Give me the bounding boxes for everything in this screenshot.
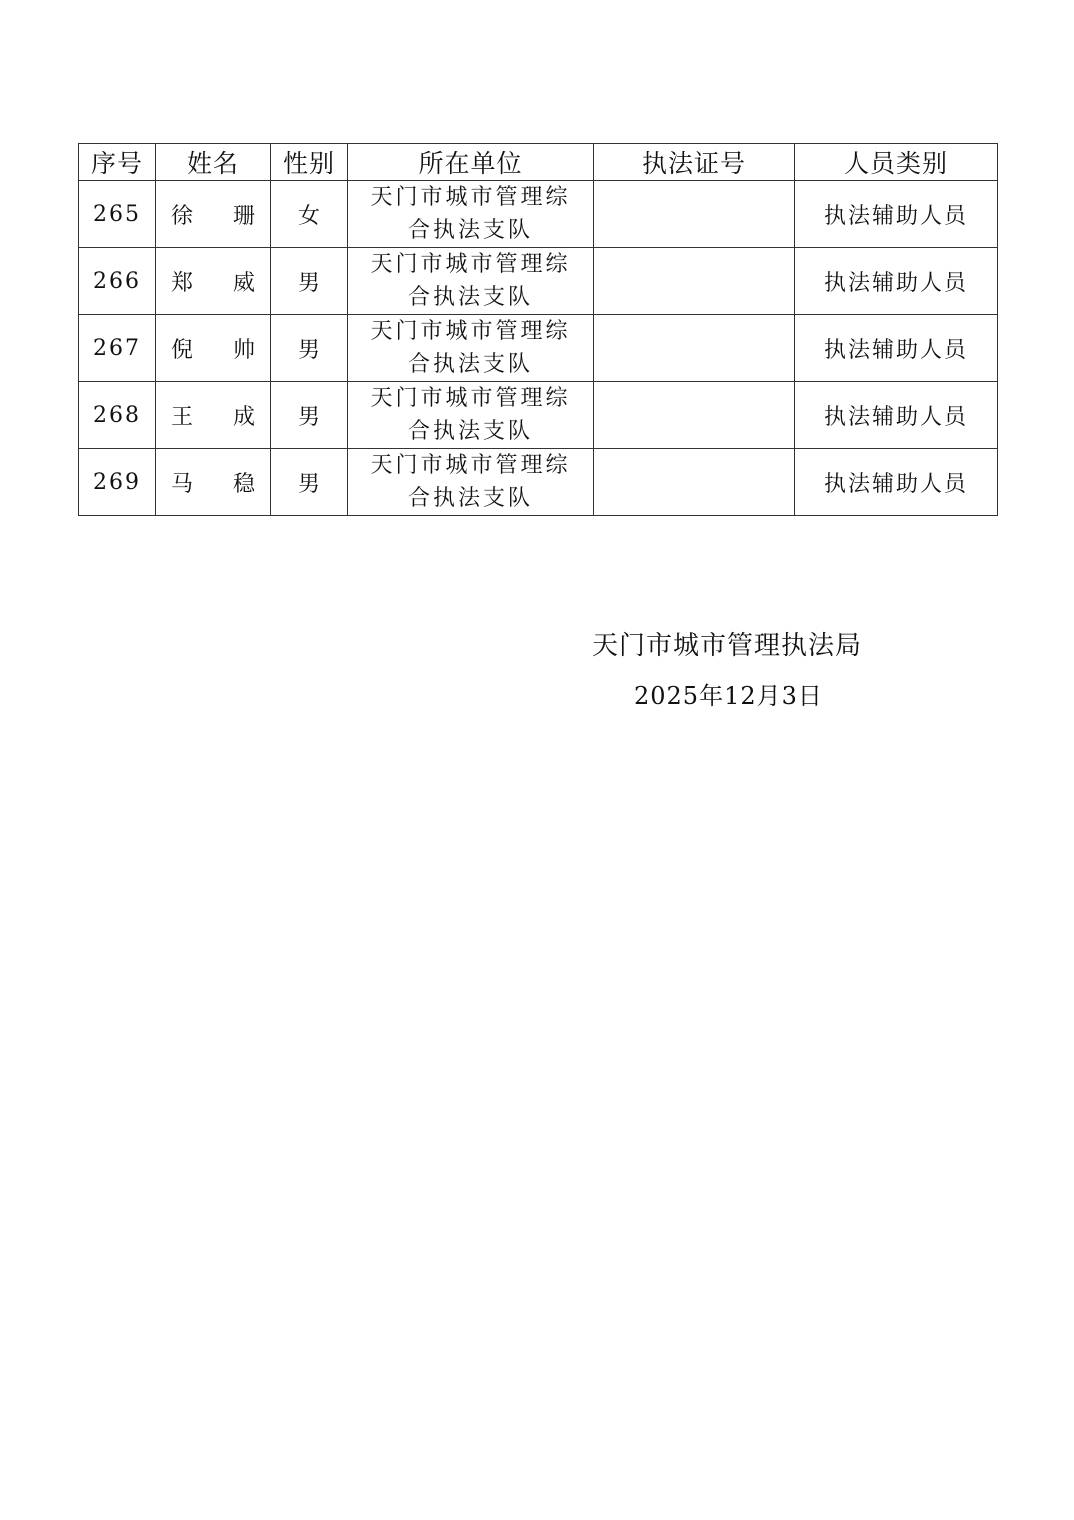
cell-gender: 男 [271, 315, 348, 382]
cell-category: 执法辅助人员 [795, 315, 998, 382]
table-row [79, 382, 998, 449]
cell-serial: 265 [79, 181, 156, 248]
cell-unit [348, 449, 594, 516]
cell-unit [348, 382, 594, 449]
header-name: 姓名 [156, 144, 271, 181]
cell-cert-number [594, 248, 795, 315]
cell-gender: 男 [271, 382, 348, 449]
cell-cert-number [594, 181, 795, 248]
unit-line-1: 天门市城市管理综 [370, 453, 571, 478]
name-first-char: 徐 [170, 203, 193, 229]
name-first-char: 郑 [170, 270, 193, 296]
name-first-char: 王 [170, 404, 193, 430]
cell-category: 执法辅助人员 [795, 449, 998, 516]
name-last-char: 稳 [233, 471, 256, 497]
cell-cert-number [594, 449, 795, 516]
unit-line-2: 合执法支队 [407, 218, 533, 243]
header-serial: 序号 [79, 144, 156, 181]
cell-gender: 男 [271, 248, 348, 315]
cell-serial: 266 [79, 248, 156, 315]
name-first-char: 马 [170, 471, 193, 497]
cell-serial: 269 [79, 449, 156, 516]
cell-category: 执法辅助人员 [795, 181, 998, 248]
cell-unit [348, 248, 594, 315]
cell-unit [348, 315, 594, 382]
table-header-row [79, 144, 998, 181]
cell-gender: 女 [271, 181, 348, 248]
issuer-signature: 天门市城市管理执法局 [592, 631, 863, 661]
header-gender: 性别 [271, 144, 348, 181]
cell-name [156, 181, 271, 248]
cell-unit [348, 181, 594, 248]
cell-serial: 268 [79, 382, 156, 449]
issue-date: 2025年12月3日 [634, 682, 823, 710]
cell-name [156, 248, 271, 315]
cell-name [156, 315, 271, 382]
name-last-char: 珊 [233, 203, 256, 229]
cell-name [156, 382, 271, 449]
name-last-char: 威 [233, 270, 256, 296]
cell-serial: 267 [79, 315, 156, 382]
table-row [79, 181, 998, 248]
cell-category: 执法辅助人员 [795, 248, 998, 315]
unit-line-2: 合执法支队 [407, 285, 533, 310]
cell-cert-number [594, 382, 795, 449]
unit-line-1: 天门市城市管理综 [370, 252, 571, 277]
name-last-char: 帅 [233, 337, 256, 363]
cell-category: 执法辅助人员 [795, 382, 998, 449]
unit-line-2: 合执法支队 [407, 486, 533, 511]
header-unit: 所在单位 [348, 144, 594, 181]
unit-line-2: 合执法支队 [407, 419, 533, 444]
unit-line-2: 合执法支队 [407, 352, 533, 377]
unit-line-1: 天门市城市管理综 [370, 319, 571, 344]
header-cert-number: 执法证号 [594, 144, 795, 181]
unit-line-1: 天门市城市管理综 [370, 185, 571, 210]
name-first-char: 倪 [170, 337, 193, 363]
table-row [79, 248, 998, 315]
unit-line-1: 天门市城市管理综 [370, 386, 571, 411]
cell-gender: 男 [271, 449, 348, 516]
table-row [79, 315, 998, 382]
table-row [79, 449, 998, 516]
personnel-table [78, 143, 998, 516]
header-category: 人员类别 [795, 144, 998, 181]
cell-cert-number [594, 315, 795, 382]
name-last-char: 成 [233, 404, 256, 430]
cell-name [156, 449, 271, 516]
